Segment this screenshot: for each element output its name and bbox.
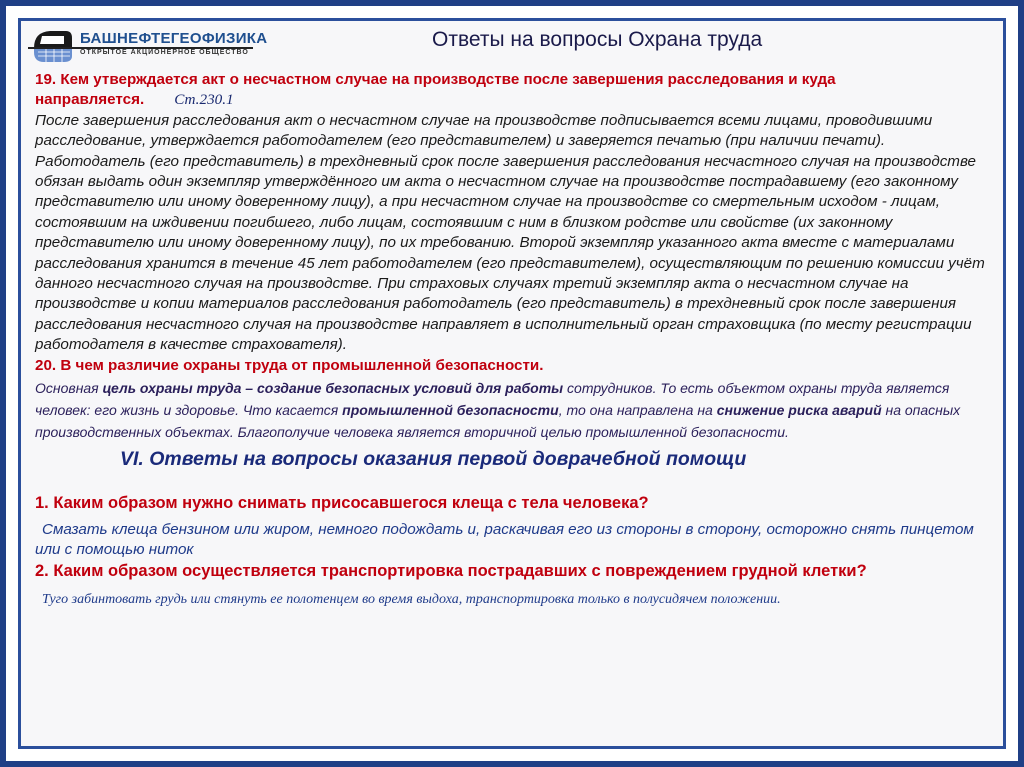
emphasis-text: снижение риска аварий: [716, 402, 882, 419]
first-aid-answer-1-text: Смазать клеща бензином или жиром, немного подождать и, раскачивая его из стороны в сторону, осторожно снять пинцетом или с помощью ниток: [35, 520, 974, 558]
logo-name: БАШНЕФТЕГЕОФИЗИКА: [80, 30, 268, 47]
emphasis-text: промышленной безопасности: [342, 402, 559, 419]
first-aid-question-1: 1. Каким образом нужно снимать присосавшегося клеща с тела человека?: [35, 493, 649, 512]
answer-text: , то она направлена на: [558, 402, 717, 419]
answer-text: Основная: [35, 380, 103, 397]
answer-19-paragraph-1: После завершения расследования акт о несчастном случае на производстве подписывается всеми лицами, проводившими расследование, утверждается работодателем (его представителем) и заверяется печатью (при наличии печати).: [35, 111, 933, 150]
question-19-text: 19. Кем утверждается акт о несчастном случае на производстве после завершения расследования и куда направляется.: [35, 71, 836, 109]
answer-text: сотрудников. То есть объектом охраны труда является человек: его жизнь и здоровье. Что касается: [35, 380, 950, 419]
slide-content: [35, 70, 993, 610]
section-heading: VI. Ответы на вопросы оказания первой доврачебной помощи: [120, 448, 747, 471]
question-20: 20. В чем различие охраны труда от промышленной безопасности.: [35, 356, 544, 374]
article-reference: Ст.230.1: [174, 91, 234, 109]
question-19: [35, 70, 993, 111]
page-title: Ответы на вопросы Охрана труда: [432, 28, 763, 51]
logo-emblem-icon: [28, 28, 76, 64]
logo-subtitle: ОТКРЫТОЕ АКЦИОНЕРНОЕ ОБЩЕСТВО: [80, 49, 249, 56]
first-aid-answer-2: Туго забинтовать грудь или стянуть ее полотенцем во время выдоха, транспортировка только в полусидячем положении.: [42, 591, 781, 607]
first-aid-question-2: 2. Каким образом осуществляется транспортировка пострадавших с повреждением грудной клетки?: [35, 561, 867, 580]
answer-20: [35, 377, 993, 443]
answer-text: на опасных производственных объектах. Благополучие человека является вторичной целью промышленной безопасности.: [35, 402, 961, 441]
emphasis-text: цель охраны труда – создание безопасных условий для работы: [102, 380, 564, 397]
answer-19-paragraph-2: Работодатель (его представитель) в трехдневный срок после завершения расследования несчастного случая на производстве обязан выдать один экземпляр утверждённого им акта о несчастном случае на производстве пострадавшему (его законному представителю или иному доверенному лицу), а при несчастном случае на производстве со смертельным исходом - лицам, состоявшим на иждивении погибшего, либо лицам, состоявшим с ним в близком родстве или свойстве (их законному представителю или иному доверенному лицу), по их требованию. Второй экземпляр указанного акта вместе с материалами расследования хранится в течение 45 лет работодателем (его представителем), осуществляющим по решению комиссии учёт данного несчастного случая на производстве. При страховых случаях третий экземпляр акта о несчастном случае на производстве и копии материалов расследования работодатель (его представитель) в трехдневный срок после завершения расследования несчастного случая на производстве направляет в исполнительный орган страховщика (по месту регистрации работодателя в качестве страхователя).: [35, 152, 985, 354]
first-aid-answer-1: [35, 520, 993, 560]
company-logo: [28, 28, 268, 64]
